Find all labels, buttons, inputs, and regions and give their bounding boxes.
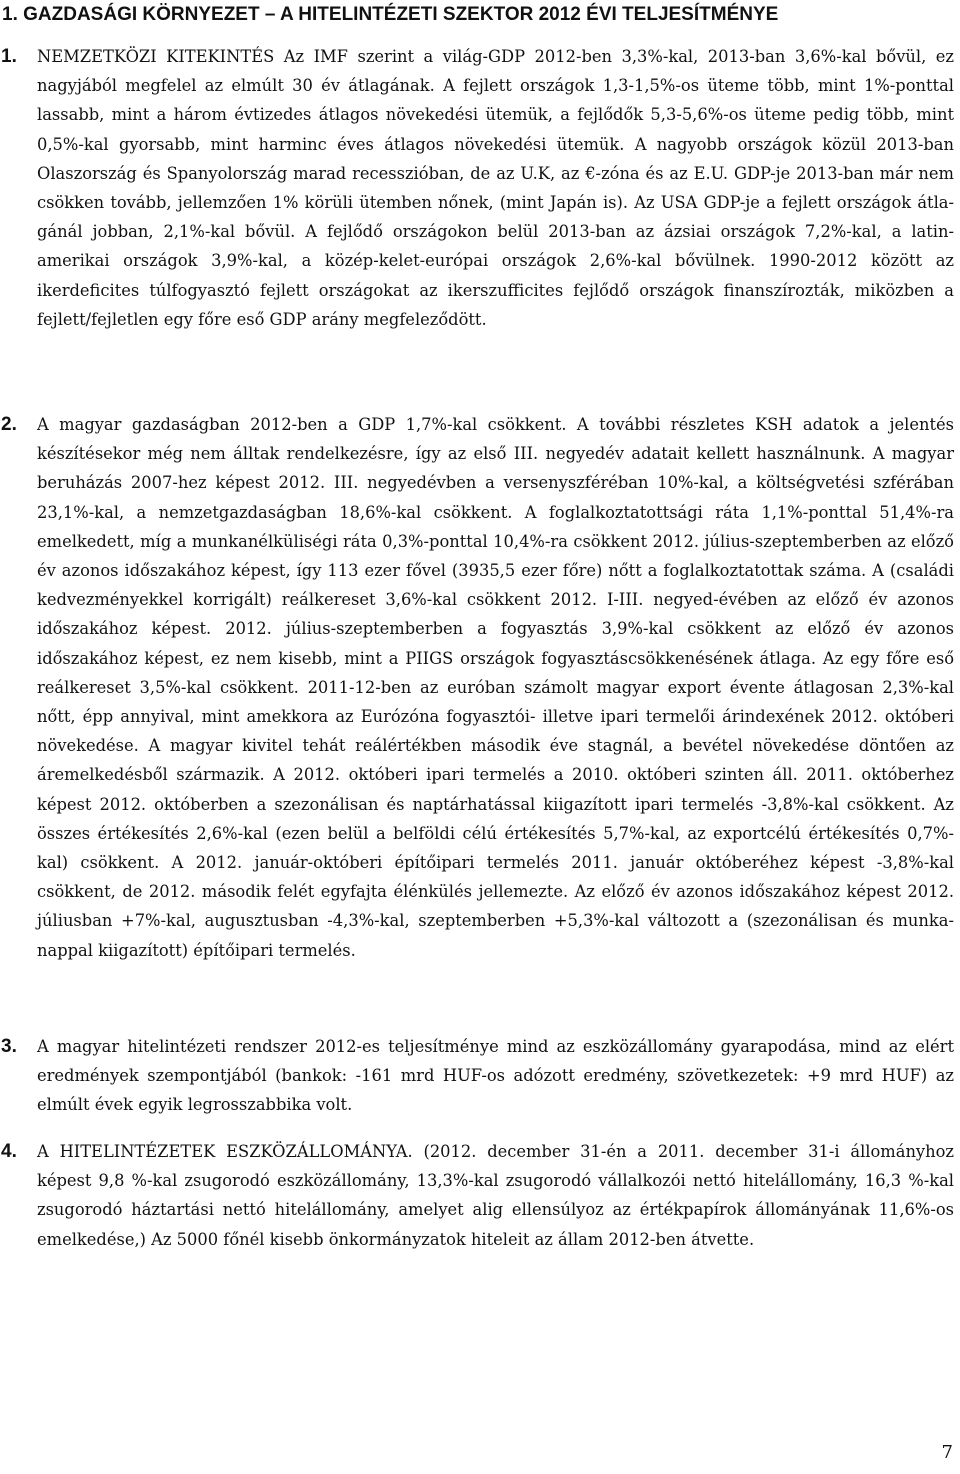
section-text: NEMZETKÖZI KITEKINTÉS Az IMF szerint a világ-GDP 2012-ben 3,3%-kal, 2013-ban 3,6%-kal bővül, ez nagyjából megfelel az elmúlt 30 év átlagának. A fejlett országok 1,3-1,5%-os üteme több, mint 1%-ponttal lassabb, mint a három évtizedes átlagos növekedési ütemük, a fejlődők 5,3-5,6%-os üteme pedig több, mint 0,5%-kal gyorsabb, mint harminc éves átlagos növekedési ütemük. A nagyobb országok közül 2013-ban Olaszország és Spanyolország marad recesszióban, de az U.K, az €-zóna és az E.U. GDP-je 2013-ban már nem csökken tovább, jellemzően 1% körüli ütemben nőnek, (mint Japán is). Az USA GDP-je a fejlett országok átlagánál jobban, 2,1%-kal bővül. A fejlődő országokon belül 2013-ban az ázsiai országok 7,2%-kal, a latin-amerikai országok 3,9%-kal, a közép-kelet-európai országok 2,6%-kal bővülnek. 1990-2012 között az ikerdeficites túlfogyasztó fejlett országokat az ikerszufficites fejlődő országok finanszírozták, miközben a fejlett/fejletlen egy főre eső GDP arány megfeleződött.: [37, 47, 954, 329]
section-number: 3.: [1, 1036, 17, 1057]
section-1: [0, 42, 956, 334]
section-number: 4.: [1, 1141, 17, 1162]
section-4: [0, 1137, 956, 1254]
page-number: 7: [941, 1442, 953, 1463]
section-text: A HITELINTÉZETEK ESZKÖZÁLLOMÁNYA. (2012. december 31-én a 2011. december 31-i állományhoz képest 9,8 %-kal zsugorodó eszközállomány, 13,3%-kal zsugorodó vállalkozói nettó hitelállomány, 16,3 %-kal zsugorodó háztartási nettó hitelállomány, amelyet alig ellensúlyoz az értékpapírok állományának 11,6%-os emelkedése,) Az 5000 főnél kisebb önkormányzatok hiteleit az állam 2012-ben átvette.: [37, 1142, 954, 1249]
section-2: [0, 410, 956, 965]
section-text: A magyar hitelintézeti rendszer 2012-es teljesítménye mind az eszközállomány gyarapodása, mind az elért eredmények szempontjából (bankok: -161 mrd HUF-os adózott eredmény, szövetkezetek: +9 mrd HUF) az elmúlt évek egyik legrosszabbika volt.: [37, 1037, 954, 1115]
section-3: [0, 1032, 956, 1120]
page-heading: 1. GAZDASÁGI KÖRNYEZET – A HITELINTÉZETI SZEKTOR 2012 ÉVI TELJESÍTMÉNYE: [2, 4, 779, 25]
section-number: 1.: [1, 46, 17, 67]
section-number: 2.: [1, 414, 17, 435]
section-text: A magyar gazdaságban 2012-ben a GDP 1,7%-kal csökkent. A további részletes KSH adatok a jelentés készítésekor még nem álltak rendelkezésre, így az első III. negyedév adatait kellett használnunk. A magyar beruházás 2007-hez képest 2012. III. negyedévben a versenyszféréban 10%-kal, a költségvetési szférában 23,1%-kal, a nemzetgazdaságban 18,6%-kal csökkent. A foglalkoztatottsági ráta 1,1%-ponttal 51,4%-ra emelkedett, míg a munkanélküliségi ráta 0,3%-ponttal 10,4%-ra csökkent 2012. július-szeptemberben az előző év azonos időszakához képest, így 113 ezer fővel (3935,5 ezer főre) nőtt a foglalkoztatottak száma. A (családi kedvezményekkel korrigált) reálkereset 3,6%-kal csökkent 2012. I-III. negyed-évében az előző év azonos időszakához képest. 2012. július-szeptemberben a fogyasztás 3,9%-kal csökkent az előző év azonos időszakához képest, ez nem kisebb, mint a PIIGS országok fogyasztáscsökkenésének átlaga. Az egy főre eső reálkereset 3,5%-kal csökkent. 2011-12-ben az euróban számolt magyar export évente átlagosan 2,3%-kal nőtt, épp annyival, mint amekkora az Eurózóna fogyasztói- illetve ipari termelői árindexének 2012. októberi növekedése. A magyar kivitel tehát reálértékben második éve stagnál, a bevétel növekedése döntően az áremelkedésből származik. A 2012. októberi ipari termelés a 2010. októberi szinten áll. 2011. októberhez képest 2012. októberben a szezonálisan és naptárhatással kiigazított ipari termelés -3,8%-kal csökkent. Az összes értékesítés 2,6%-kal (ezen belül a belföldi célú értékesítés 5,7%-kal, az exportcélú értékesítés 0,7%-kal) csökkent. A 2012. január-októberi építőipari termelés 2011. január októberéhez képest -3,8%-kal csökkent, de 2012. második felét egyfajta élénkülés jellemezte. Az előző év azonos időszakához képest 2012. júliusban +7%-kal, augusztusban -4,3%-kal, szeptemberben +5,3%-kal változott a (szezonálisan és munkanappal kiigazított) építőipari termelés.: [37, 415, 954, 960]
